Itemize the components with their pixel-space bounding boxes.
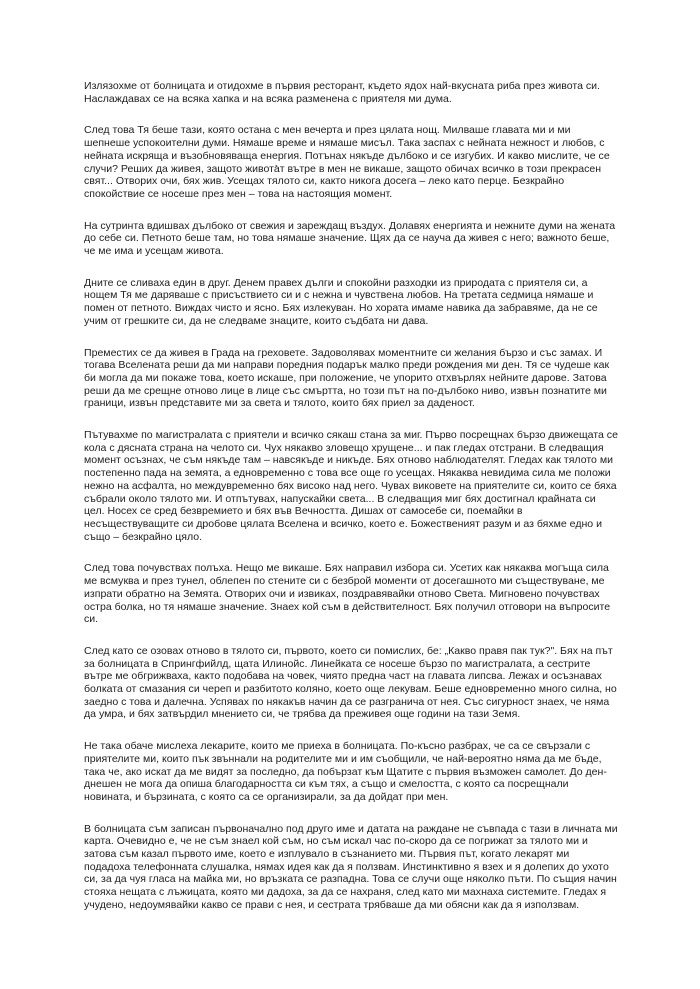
paragraph-8: След като се озовах отново в тялото си, първото, което си помислих, бе: „Какво правя пак тук?". Бях на път за болницата в Спрингфийлд, щата Илинойс. Линейката се носеше бързо по магистралата, а сестрите вътре ме обгрижваха, както подобава на човек, чиято предна част на главата липсва. Лежах и осъзнавах болката от смазания си череп и разбитото коляно, което още лекувам. Беше едновременно много силна, но заедно с това и далечна. Успявах по някакъв начин да се разгранича от нея. Със сигурност знаех, че няма да умра, и бях затвърдил мнението си, че трябва да преживея още години на тази Земя.: [84, 644, 617, 721]
paragraph-9: Не така обаче мислеха лекарите, които ме приеха в болницата. По-късно разбрах, че са се свързали с приятелите ми, които пък звъннали на родителите ми и им съобщили, че най-вероятно няма да ме бъде, така че, ако искат да ме видят за последно, да побързат към Щатите с първия възможен самолет. До ден-днешен не мога да опиша благодарността си към тях, а също и смелостта, с която са посрещнали новината, и бързината, с която са се организирали, за да дойдат при мен.: [84, 740, 607, 803]
paragraph-6: Пътувахме по магистралата с приятели и всичко сякаш стана за миг. Първо посрещнах бързо движещата се кола с дясната страна на челото си. Чух някакво зловещо хрущене... и пак гледах отстрани. В следващия момент осъзнах, че съм някъде там – навсякъде и никъде. Бях отново наблюдателят. Гледах как тялото ми постепенно пада на земята, а едновременно с това все още го усещах. Някаква невидима сила ме положи нежно на асфалта, но междувременно бях високо над него. Чувах виковете на приятелите си, които се бяха събрали около тялото ми. И отпътувах, напускайки света... В следващия миг бях достигнал крайната си цел. Носех се сред безвремието и бях във Вечността. Дишах от самосебе си, поемайки в несъществуващите си дробове цялата Вселена и всичко, което е. Божественият разум и аз бяхме едно и също – безкрайно цяло.: [84, 429, 618, 543]
paragraph-7: След това почувствах полъха. Нещо ме викаше. Бях направил избора си. Усетих как някаква могъща сила ме всмуква и през тунел, облепен по стените си с безброй моменти от досегашното ми съществуване, ме изпрати обратно на Земята. Отворих очи и извиках, поздравявайки отново Света. Мигновено почувствах остра болка, но тя нямаше значение. Знаех кой съм в действителност. Бях получил отговори на въпросите си.: [84, 562, 611, 626]
paragraph-4: Дните се сливаха един в друг. Денем правех дълги и спокойни разходки из природата с приятеля си, а нощем Тя ме даряваше с присъствието си и с нежна и чувствена любов. На третата седмица нямаше и помен от петното. Виждах чисто и ясно. Бях излекуван. Но хората имаме навика да забравяме, да не се учим от грешките си, да не следваме знаците, които съдбата ни дава.: [84, 276, 598, 327]
document-body: [84, 80, 618, 931]
paragraph-10: В болницата съм записан първоначално под друго име и датата на раждане не съвпада с тази в личната ми карта. Очевидно е, че не съм знаел кой съм, но съм искал час по-скоро да се погрижат за тялото ми и затова съм казал първото име, което е изплувало в съзнанието ми. Първия път, когато лекарят ми подадоха телефонната слушалка, нямах идея как да я ползвам. Инстинктивно я взех и я долепих до ухото си, за да чуя гласа на майка ми, но връзката се разпадна. Това се случи още няколко пъти. По същия начин стояха нещата с лъжицата, която ми дадоха, за да се нахраня, след като ми махнаха системите. Гледах я учудено, недоумявайки какво се прави с нея, и сестрата трябваше да ми обясни как да я използвам.: [84, 822, 618, 911]
paragraph-1: Излязохме от болницата и отидохме в първия ресторант, където ядох най-вкусната риба през живота си. Наслаждавах се на всяка хапка и на всяка разменена с приятеля ми дума.: [84, 80, 600, 105]
paragraph-2: След това Тя беше тази, която остана с мен вечерта и през цялата нощ. Милваше главата ми и ми шепнеше успокоителни думи. Нямаше време и нямаше мисъл. Така заспах с нейната нежност и любов, с нейната искряща и възобновяваща енергия. Потънах някъде дълбоко и се изгубих. И какво мислите, че се случи? Реших да живея, защото живота̀т вътре в мен не викаше, защото обичах всичко в този прекрасен свят... Отворих очи, бях жив. Усещах тялото си, както никога досега – леко като перце. Безкрайно спокойствие се носеше през мен – това на настоящия момент.: [84, 124, 610, 200]
paragraph-5: Преместих се да живея в Града на греховете. Задоволявах моментните си желания бързо и със замах. И тогава Вселената реши да ми направи поредния подарък малко преди рождения ми ден. Тя се чудеше как би могла да ми покаже това, което искаше, при положение, че упорито отхвърлях нейните дарове. Затова реши да ме срещне отново лице в лице със смъртта, но този път на по-дълбоко ниво, извън познатите ми граници, извън представите ми за света и тялото, които бях приел за даденост.: [84, 346, 610, 410]
paragraph-3: На сутринта вдишвах дълбоко от свежия и зареждащ въздух. Долавях енергията и нежните думи на жената до себе си. Петното беше там, но това нямаше значение. Щях да се науча да живея с него; важното беше, че ме има и усещам живота.: [84, 219, 616, 258]
